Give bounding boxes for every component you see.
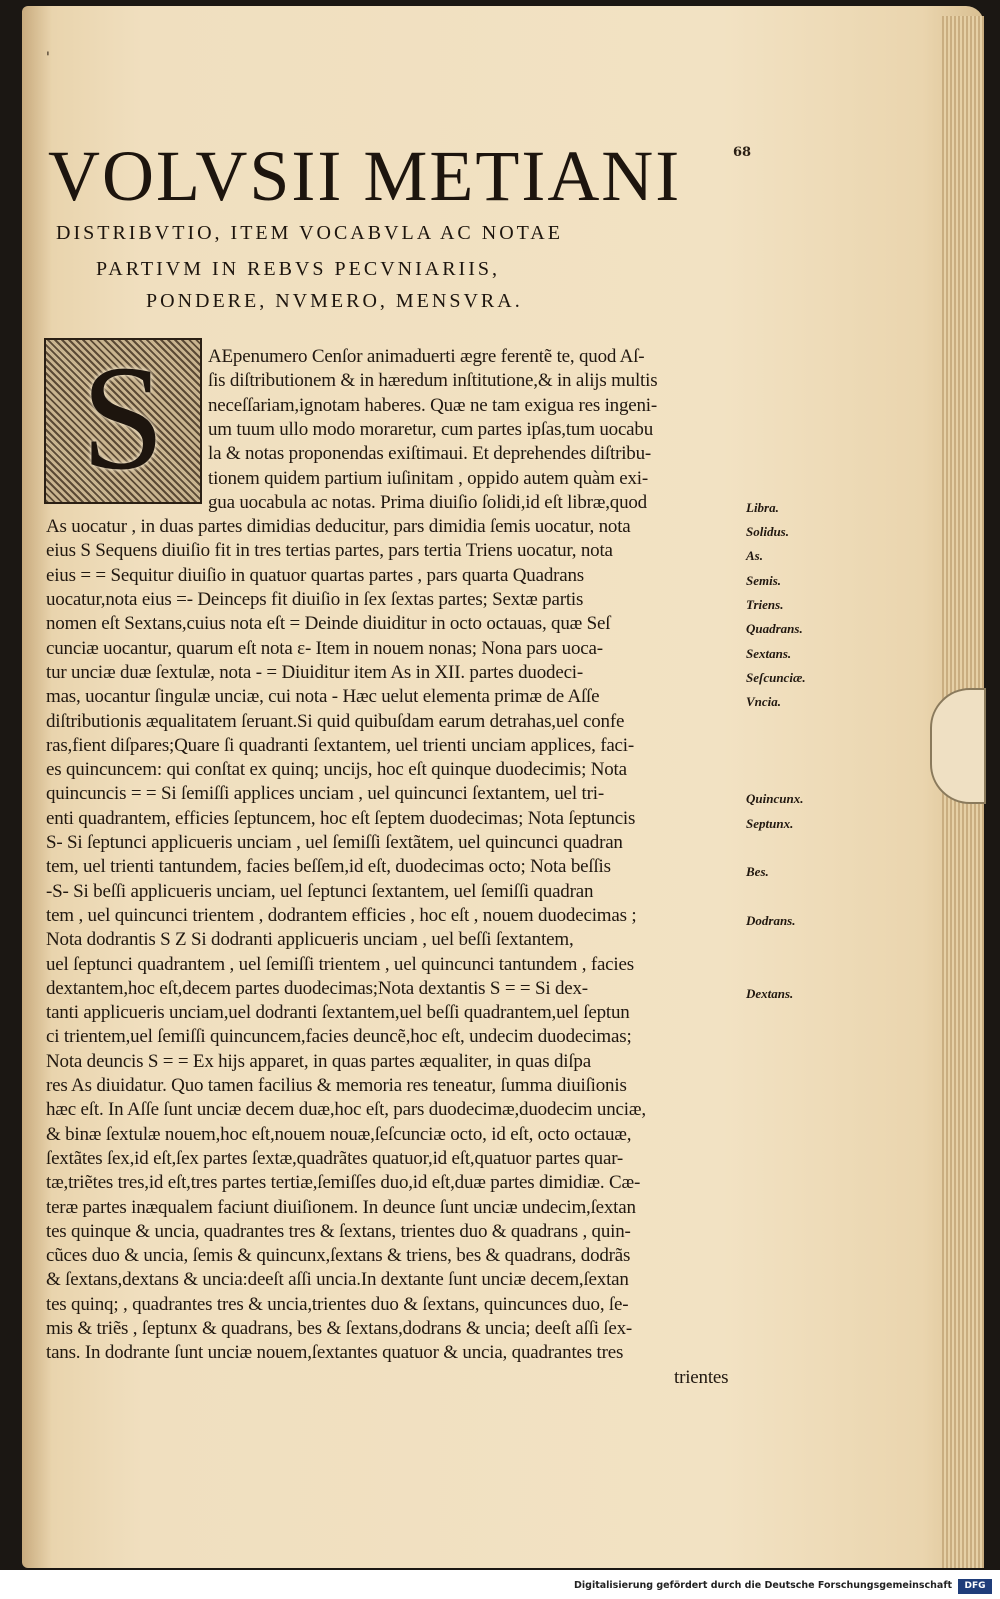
text-line: As uocatur , in duas partes dimidias deducitur, pars dimidia ſemis uocatur, nota bbox=[46, 516, 631, 538]
text-line: -S- Si beſſi applicueris unciam, uel ſeptunci ſextantem, uel ſemiſſi quadran bbox=[46, 880, 594, 902]
text-line: trientes bbox=[674, 1366, 729, 1388]
margin-note: Quadrans. bbox=[746, 621, 803, 637]
margin-note: As. bbox=[746, 548, 763, 564]
text-line: Nota dodrantis S Z Si dodranti applicueris unciam , uel beſſi ſextantem, bbox=[46, 929, 574, 951]
margin-note: Semis. bbox=[746, 572, 782, 588]
margin-note: Dodrans. bbox=[746, 912, 796, 928]
footer-bar bbox=[0, 1576, 1000, 1599]
text-line: diſtributionis æqualitatem ſeruant.Si quid quibuſdam earum detrahas,uel confe bbox=[46, 710, 625, 732]
subtitle-line: DISTRIBVTIO, ITEM VOCABVLA AC NOTAE bbox=[56, 222, 563, 244]
text-line: mas, uocantur ſingulæ unciæ, cui nota - Hæc uelut elementa primæ de Aſſe bbox=[46, 686, 600, 708]
text-line: uocatur,nota eius =- Deinceps fit diuiſio in ſex ſextas partes; Sextæ partis bbox=[46, 589, 584, 610]
text-line: nomen eſt Sextans,cuius nota eſt = Deinde diuiditur in octo octauas, quæ Seſ bbox=[46, 613, 611, 635]
margin-note: Triens. bbox=[746, 597, 784, 612]
margin-note: Bes. bbox=[746, 864, 769, 880]
text-line: tanti applicueris unciam,uel dodranti ſextantem,uel beſſi quadrantem,uel ſeptun bbox=[46, 1002, 630, 1024]
text-line: ras,fient diſpares;Quare ſi quadranti ſextantem, uel trienti unciam applices, faci- bbox=[46, 734, 634, 756]
subtitle-line: PARTIVM IN REBVS PECVNIARIIS, bbox=[96, 258, 500, 280]
margin-note: Quincunx. bbox=[746, 791, 804, 807]
margin-note: Septunx. bbox=[746, 815, 794, 831]
subtitle-line: PONDERE, NVMERO, MENSVRA. bbox=[146, 290, 523, 312]
text-line: tæ,triẽtes tres,id eſt,tres partes tertiæ,ſemiſſes duo,id eſt,duæ partes dimidiæ. Cæ- bbox=[46, 1172, 641, 1194]
text-line: es quincuncem: qui conſtat ex quinq; uncijs, hoc eſt quinque duodecimis; Nota bbox=[46, 759, 627, 781]
margin-note: Solidus. bbox=[746, 524, 789, 540]
text-line: teræ partes inæqualem faciunt diuiſionem. In deunce ſunt unciæ undecim,ſextan bbox=[46, 1196, 636, 1218]
text-line: cũces duo & uncia, ſemis & quincunx,ſextans & triens, bes & quadrans, dodrãs bbox=[46, 1245, 631, 1267]
text-line: & ſextans,dextans & uncia:deeſt aſſi uncia.In dextante ſunt unciæ decem,ſextan bbox=[46, 1269, 629, 1291]
text-line: tem , uel quincunci trientem , dodrantem efficies , hoc eſt , nouem duodecimas ; bbox=[46, 904, 637, 926]
text-line: mis & triẽs , ſeptunx & quadrans, bes & ſextans,dodrans & uncia; deeſt aſſi ſex- bbox=[46, 1318, 633, 1339]
text-line: cunciæ uocantur, quarum eſt nota ɛ- Item in nouem nonas; Nona pars uoca- bbox=[46, 637, 603, 659]
margin-note: Sextans. bbox=[746, 645, 792, 661]
text-line: gua uocabula ac notas. Prima diuiſio ſolidi,id eſt libræ,quod bbox=[208, 491, 647, 513]
text-line: ſis diſtributionem & in hæredum inſtitutione,& in alijs multis bbox=[208, 370, 658, 392]
text-line: S- Si ſeptunci applicueris unciam , uel ſemiſſi ſextãtem, uel quincunci quadran bbox=[46, 832, 623, 853]
page-title: VOLVSII METIANI bbox=[48, 136, 682, 216]
text-line: hæc eſt. In Aſſe ſunt unciæ decem duæ,hoc eſt, pars duodecimæ,duodecim unciæ, bbox=[46, 1099, 646, 1121]
dfg-logo: DFG bbox=[958, 1579, 992, 1594]
text-line: tionem quidem partium iuſinitam , oppido autem quàm exi- bbox=[208, 467, 648, 489]
text-line: neceſſariam,ignotam haberes. Quæ ne tam exigua res ingeni- bbox=[208, 394, 657, 416]
text-line: ſextãtes ſex,id eſt,ſex partes ſextæ,quadrãtes quatuor,id eſt,quatuor partes quar- bbox=[46, 1147, 624, 1169]
text-line: uel ſeptunci quadrantem , uel ſemiſſi trientem , uel quincunci tantundem , facies bbox=[46, 953, 634, 975]
margin-note: Libra. bbox=[746, 499, 779, 515]
margin-note: Seſcunciæ. bbox=[746, 669, 806, 685]
text-line: tes quinq; , quadrantes tres & uncia,trientes duo & ſextans, quincunces duo, ſe- bbox=[46, 1293, 629, 1315]
text-line: tans. In dodrante ſunt unciæ nouem,ſextantes quatuor & uncia, quadrantes tres bbox=[46, 1342, 624, 1364]
text-line: eius = = Sequitur diuiſio in quatuor quartas partes , pars quarta Quadrans bbox=[46, 564, 584, 586]
text-line: & binæ ſextulæ nouem,hoc eſt,nouem nouæ,ſeſcunciæ octo, id eſt, octo octauæ, bbox=[46, 1123, 632, 1145]
text-line: um tuum ullo modo moraretur, cum partes ipſas,tum uocabu bbox=[208, 418, 654, 440]
margin-note: Dextans. bbox=[746, 985, 794, 1001]
initial-letter: S bbox=[81, 335, 165, 501]
footer-credit: Digitalisierung gefördert durch die Deutsche Forschungsgemeinschaft bbox=[574, 1580, 952, 1591]
text-line: Nota deuncis S = = Ex hijs apparet, in quas partes æqualiter, in quas diſpa bbox=[46, 1050, 591, 1072]
text-line: dextantem,hoc eſt,decem partes duodecimas;Nota dextantis S = = Si dex- bbox=[46, 977, 588, 999]
folio-number: 68 bbox=[733, 145, 752, 160]
text-line: la & notas proponendas exiſtimaui. Et deprehendes diſtribu- bbox=[208, 443, 652, 465]
text-line: tur unciæ duæ ſextulæ, nota - = Diuiditur item As in XII. partes duodeci- bbox=[46, 661, 584, 683]
text-line: eius S Sequens diuiſio fit in tres tertias partes, pars tertia Triens uocatur, nota bbox=[46, 540, 613, 562]
text-line: res As diuidatur. Quo tamen facilius & memoria res teneatur, ſumma diuiſionis bbox=[46, 1075, 627, 1096]
text-line: tes quinque & uncia, quadrantes tres & ſextans, trientes duo & quadrans , quin- bbox=[46, 1220, 631, 1242]
text-line: ci trientem,uel ſemiſſi quincuncem,facies deuncẽ,hoc eſt, undecim duodecimas; bbox=[46, 1026, 632, 1048]
text-line: tem, uel trienti tantundem, facies beſſem,id eſt, duodecimas octo; Nota beſſis bbox=[46, 856, 611, 878]
text-line: AEpenumero Cenſor animaduerti ægre ferentẽ te, quod Aſ- bbox=[208, 346, 645, 367]
text-line: quincuncis = = Si ſemiſſi applices unciam , uel quincunci ſextantem, uel tri- bbox=[46, 783, 604, 805]
margin-note: Vncia. bbox=[746, 694, 782, 710]
corner-mark: ' bbox=[46, 50, 50, 66]
text-line: enti quadrantem, efficies ſeptuncem, hoc eſt ſeptem duodecimas; Nota ſeptuncis bbox=[46, 807, 636, 829]
